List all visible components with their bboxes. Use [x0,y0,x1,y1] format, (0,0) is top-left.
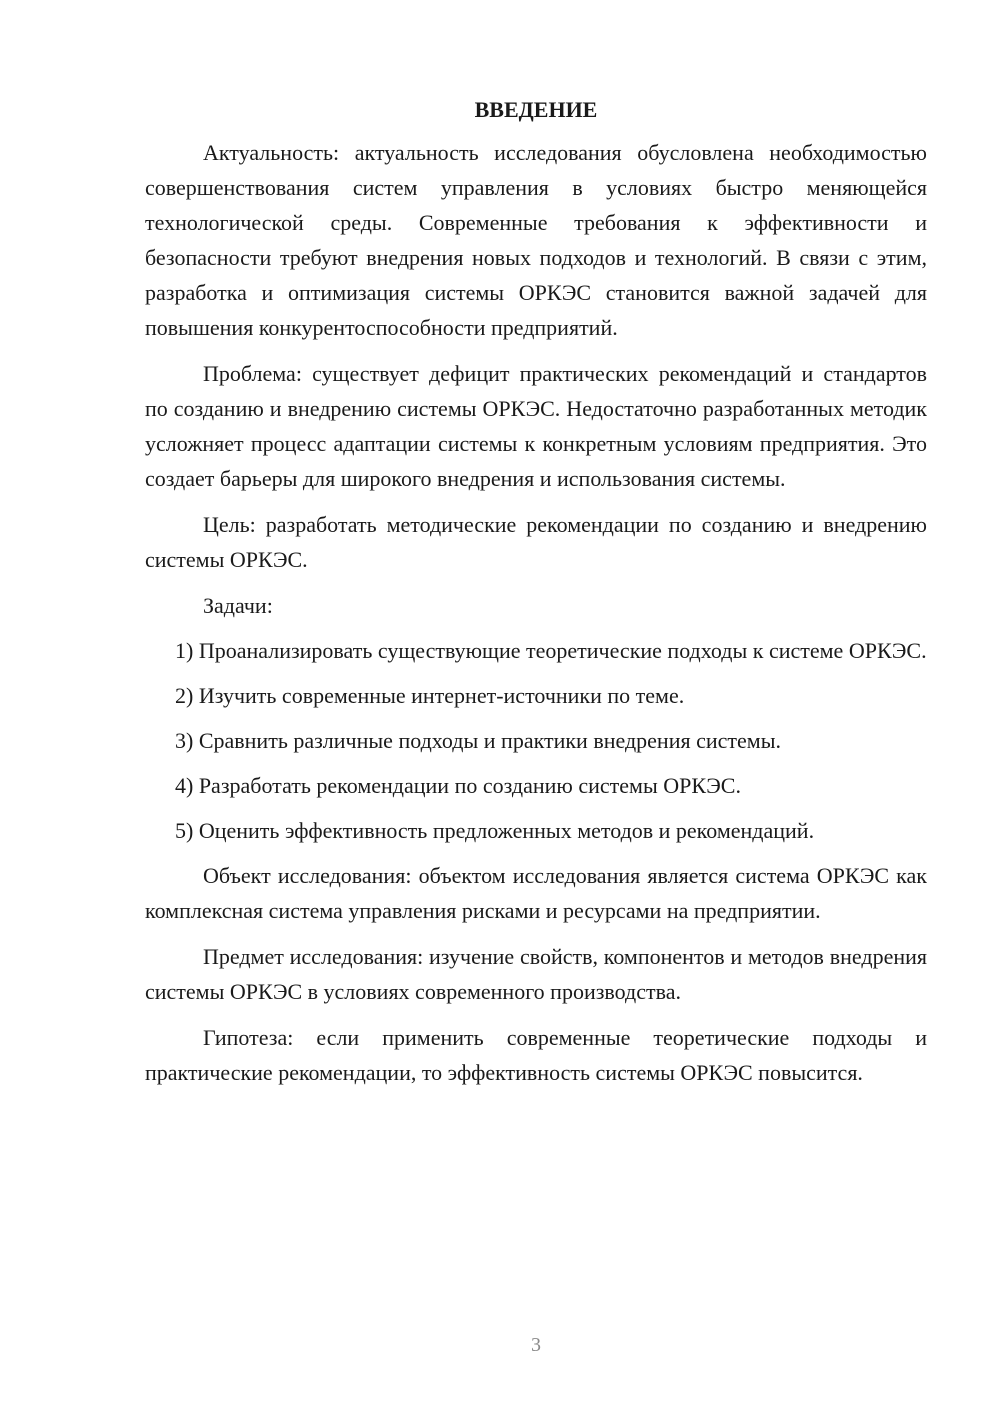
task-item: 1) Проанализировать существующие теоретические подходы к системе ОРКЭС. [175,638,927,663]
paragraph-subject: Предмет исследования: изучение свойств, компонентов и методов внедрения системы ОРКЭС в условиях современного производства. [145,944,927,1004]
task-item: 2) Изучить современные интернет-источники по теме. [175,683,685,708]
tasks-heading: Задачи: [203,593,273,618]
task-item: 5) Оценить эффективность предложенных методов и рекомендаций. [175,818,815,843]
paragraph-hypothesis: Гипотеза: если применить современные теоретические подходы и практические рекомендации, то эффективность системы ОРКЭС повысится. [145,1025,927,1085]
paragraph-object: Объект исследования: объектом исследования является система ОРКЭС как комплексная система управления рисками и ресурсами на предприятии. [145,863,927,923]
task-item: 3) Сравнить различные подходы и практики внедрения системы. [175,728,781,753]
paragraph-relevance: Актуальность: актуальность исследования обусловлена необходимостью совершенствования систем управления в условиях быстро меняющейся технологической среды. Современные требования к эффективности и безопасности требуют внедрения новых подходов и технологий. В связи с этим, разработка и оптимизация системы ОРКЭС становится важной задачей для повышения конкурентоспособности предприятий. [145,140,927,340]
document-page [145,95,927,1101]
paragraph-problem: Проблема: существует дефицит практических рекомендаций и стандартов по созданию и внедрению системы ОРКЭС. Недостаточно разработанных методик усложняет процесс адаптации системы к конкретным условиям предприятия. Это создает барьеры для широкого внедрения и использования системы. [145,361,927,491]
paragraph-goal: Цель: разработать методические рекомендации по созданию и внедрению системы ОРКЭС. [145,512,927,572]
page-number: 3 [531,1334,541,1356]
task-item: 4) Разработать рекомендации по созданию системы ОРКЭС. [175,773,741,798]
section-title: ВВЕДЕНИЕ [474,97,598,122]
